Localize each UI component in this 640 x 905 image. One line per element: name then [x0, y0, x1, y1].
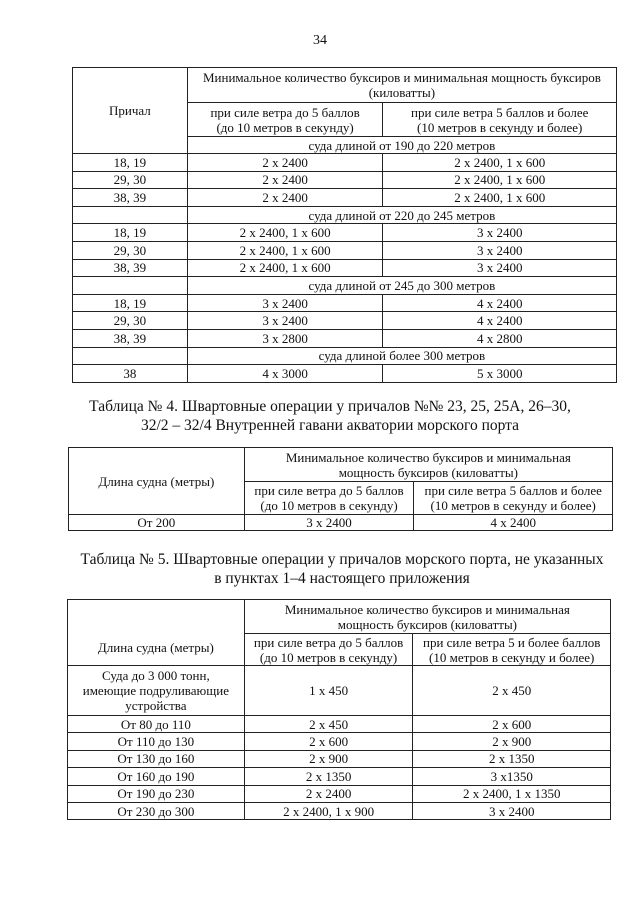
table-cell: От 230 до 300: [68, 802, 245, 819]
header-wind-low: при силе ветра до 5 баллов (до 10 метров в секунду): [244, 634, 413, 666]
table-cell: 2 x 600: [244, 733, 413, 750]
table-cell: 29, 30: [73, 241, 188, 259]
table-cell: 29, 30: [73, 312, 188, 330]
table-row: [73, 171, 617, 189]
table-row: [68, 802, 611, 819]
table-cell: [73, 347, 188, 365]
table-cell: 2 x 2400, 1 x 600: [383, 154, 617, 172]
table-row: [73, 224, 617, 242]
table-cell: 2 x 2400, 1 x 600: [187, 259, 383, 277]
table5-caption: Таблица № 5. Швартовные операции у причалов морского порта, не указанных в пунктах 1–4 настоящего приложения: [80, 551, 604, 587]
table-cell: 2 x 1350: [244, 768, 413, 785]
table-cell: От 130 до 160: [68, 750, 245, 767]
table-cell: 38, 39: [73, 259, 188, 277]
table-cell: 4 x 2400: [414, 515, 613, 531]
table-cell: От 160 до 190: [68, 768, 245, 785]
table-cell: 3 x 2400: [413, 802, 611, 819]
header-length: Длина судна (метры): [68, 600, 245, 666]
berth-table: [72, 67, 617, 383]
group-title: суда длиной от 190 до 220 метров: [187, 137, 616, 154]
table-cell: 3 x 2400: [187, 312, 383, 330]
table-cell: От 110 до 130: [68, 733, 245, 750]
table-cell: 2 x 2400: [187, 154, 383, 172]
header-wind-low: при силе ветра до 5 баллов (до 10 метров в секунду): [187, 103, 383, 137]
header-berth: Причал: [73, 68, 188, 154]
table-cell: От 200: [69, 515, 245, 531]
table-cell: 3 x 2400: [187, 294, 383, 312]
table-cell: 2 x 2400, 1 x 600: [187, 241, 383, 259]
table-row: [68, 733, 611, 750]
table-cell: 18, 19: [73, 154, 188, 172]
table-cell: 18, 19: [73, 294, 188, 312]
table-cell: 18, 19: [73, 224, 188, 242]
table-cell: 38: [73, 365, 188, 383]
table-cell: 3 x 2800: [187, 329, 383, 347]
table-cell: 2 x 2400: [187, 189, 383, 207]
table-row: [73, 365, 617, 383]
table-cell: 3 x 2400: [383, 224, 617, 242]
table-cell: 2 x 900: [413, 733, 611, 750]
table-cell: 3 x 2400: [244, 515, 414, 531]
table-cell: 38, 39: [73, 329, 188, 347]
header-wind-high: при силе ветра 5 баллов и более (10 метров в секунду и более): [414, 482, 613, 515]
table-cell: 2 x 2400: [244, 785, 413, 802]
table-cell: 2 x 2400, 1 x 600: [383, 189, 617, 207]
group-title: суда длиной от 220 до 245 метров: [187, 206, 616, 224]
table-cell: [73, 206, 188, 224]
table-cell: От 80 до 110: [68, 716, 245, 733]
table-row: [68, 750, 611, 767]
table-row: [73, 294, 617, 312]
table-row: [73, 189, 617, 207]
table4: [68, 447, 613, 531]
table-cell: От 190 до 230: [68, 785, 245, 802]
header-power: Минимальное количество буксиров и минимальная мощность буксиров (киловатты): [244, 448, 612, 482]
header-wind-low: при силе ветра до 5 баллов (до 10 метров в секунду): [244, 482, 414, 515]
table-cell: 29, 30: [73, 171, 188, 189]
table-row: [73, 154, 617, 172]
table-cell: 2 x 2400, 1 x 600: [187, 224, 383, 242]
table-cell: 2 x 450: [244, 716, 413, 733]
table-row: [68, 785, 611, 802]
table-cell: 2 x 2400, 1 x 900: [244, 802, 413, 819]
table4-caption: Таблица № 4. Швартовные операции у причалов №№ 23, 25, 25А, 26–30, 32/2 – 32/4 Внутренней гавани акватории морского порта: [89, 398, 571, 434]
page-number: 34: [313, 33, 327, 48]
table5: [67, 599, 611, 820]
header-length: Длина судна (метры): [69, 448, 245, 515]
table-row: [73, 241, 617, 259]
table-cell: 3 x 2400: [383, 241, 617, 259]
table-cell: 4 x 2400: [383, 294, 617, 312]
table-cell: 2 x 600: [413, 716, 611, 733]
table-cell: 2 x 2400: [187, 171, 383, 189]
table-cell: 2 x 900: [244, 750, 413, 767]
header-power: Минимальное количество буксиров и минимальная мощность буксиров (киловатты): [187, 68, 616, 103]
table-cell: 5 x 3000: [383, 365, 617, 383]
table-cell: 4 x 2400: [383, 312, 617, 330]
table-row: [73, 259, 617, 277]
table-row: [73, 329, 617, 347]
table-cell: 4 x 2800: [383, 329, 617, 347]
table-row: [73, 312, 617, 330]
table-cell: 2 x 2400, 1 x 600: [383, 171, 617, 189]
table-row: [68, 716, 611, 733]
header-wind-high: при силе ветра 5 и более баллов (10 метров в секунду и более): [413, 634, 611, 666]
table-row: Суда до 3 000 тонн, имеющие подруливающие устройства 1 x 450 2 x 450: [68, 666, 611, 716]
table-row: [69, 515, 613, 531]
group-title: суда длиной более 300 метров: [187, 347, 616, 365]
table-cell: 3 x1350: [413, 768, 611, 785]
table-cell: 2 x 2400, 1 x 1350: [413, 785, 611, 802]
table-cell: 3 x 2400: [383, 259, 617, 277]
table-cell: 4 x 3000: [187, 365, 383, 383]
table-cell: 38, 39: [73, 189, 188, 207]
table-row: [68, 768, 611, 785]
table-cell: [73, 277, 188, 295]
header-power: Минимальное количество буксиров и минимальная мощность буксиров (киловатты): [244, 600, 610, 634]
header-wind-high: при силе ветра 5 баллов и более (10 метров в секунду и более): [383, 103, 617, 137]
group-title: суда длиной от 245 до 300 метров: [187, 277, 616, 295]
table-cell: 2 x 1350: [413, 750, 611, 767]
